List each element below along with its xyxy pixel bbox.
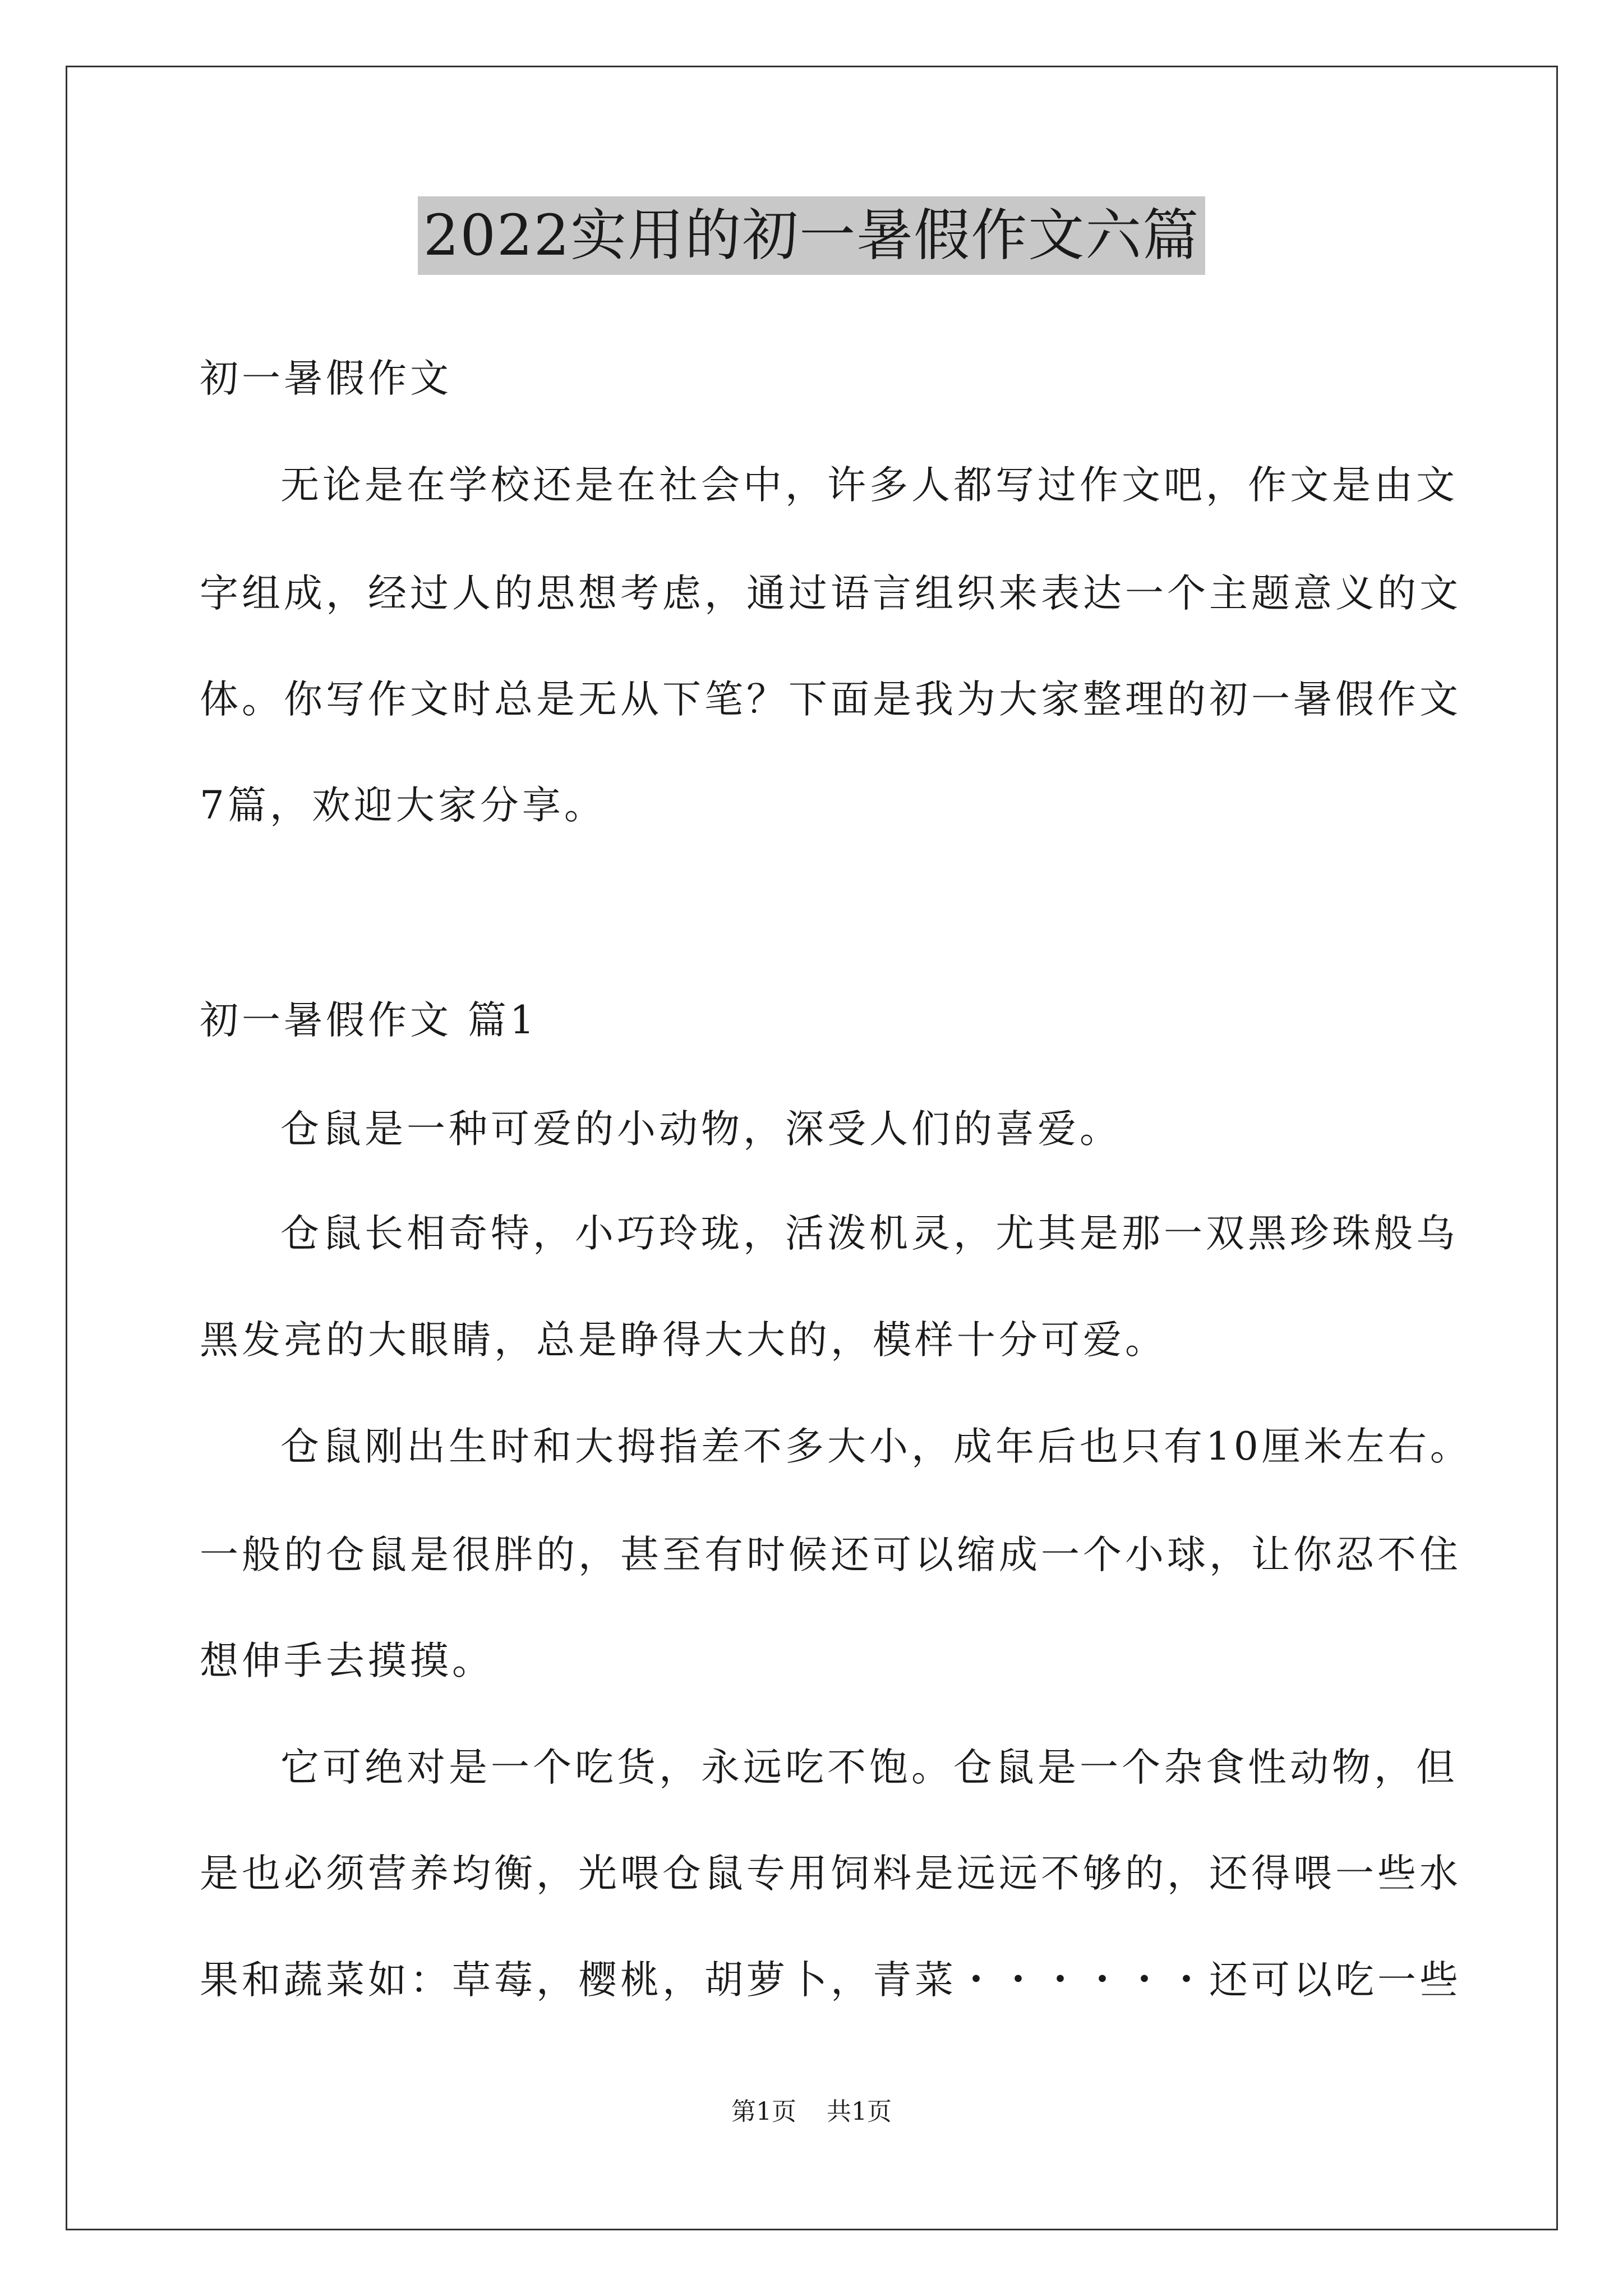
paragraph-line: 体。你写作文时总是无从下笔？下面是我为大家整理的初一暑假作文: [200, 677, 1461, 722]
paragraph-line: 7篇，欢迎大家分享。: [200, 783, 606, 828]
page-footer: [0, 2095, 1623, 2129]
page-number: 第1页: [731, 2097, 796, 2126]
document-title: 2022实用的初一暑假作文六篇: [418, 196, 1206, 275]
paragraph-line: 果和蔬菜如：草莓，樱桃，胡萝卜，青菜・・・・・・还可以吃一些: [200, 1958, 1461, 2003]
paragraph-line: 是也必须营养均衡，光喂仓鼠专用饲料是远远不够的，还得喂一些水: [200, 1851, 1461, 1896]
paragraph-line: 仓鼠刚出生时和大拇指差不多大小，成年后也只有10厘米左右。: [280, 1424, 1472, 1469]
paragraph-line: 字组成，经过人的思想考虑，通过语言组织来表达一个主题意义的文: [200, 571, 1461, 616]
title-container: [0, 196, 1623, 275]
paragraph-line: 它可绝对是一个吃货，永远吃不饱。仓鼠是一个杂食性动物，但: [280, 1745, 1458, 1790]
paragraph-line: 仓鼠是一种可爱的小动物，深受人们的喜爱。: [280, 1107, 1122, 1152]
paragraph-line: 仓鼠长相奇特，小巧玲珑，活泼机灵，尤其是那一双黑珍珠般乌: [280, 1211, 1458, 1256]
page-total: 共1页: [827, 2097, 892, 2126]
section-heading: 初一暑假作文 篇1: [200, 998, 538, 1043]
paragraph-line: 无论是在学校还是在社会中，许多人都写过作文吧，作文是由文: [280, 463, 1458, 508]
paragraph-line: 黑发亮的大眼睛，总是睁得大大的，模样十分可爱。: [200, 1318, 1167, 1363]
section-heading: 初一暑假作文: [200, 356, 452, 401]
paragraph-line: 想伸手去摸摸。: [200, 1639, 494, 1683]
paragraph-line: 一般的仓鼠是很胖的，甚至有时候还可以缩成一个小球，让你忍不住: [200, 1533, 1461, 1577]
